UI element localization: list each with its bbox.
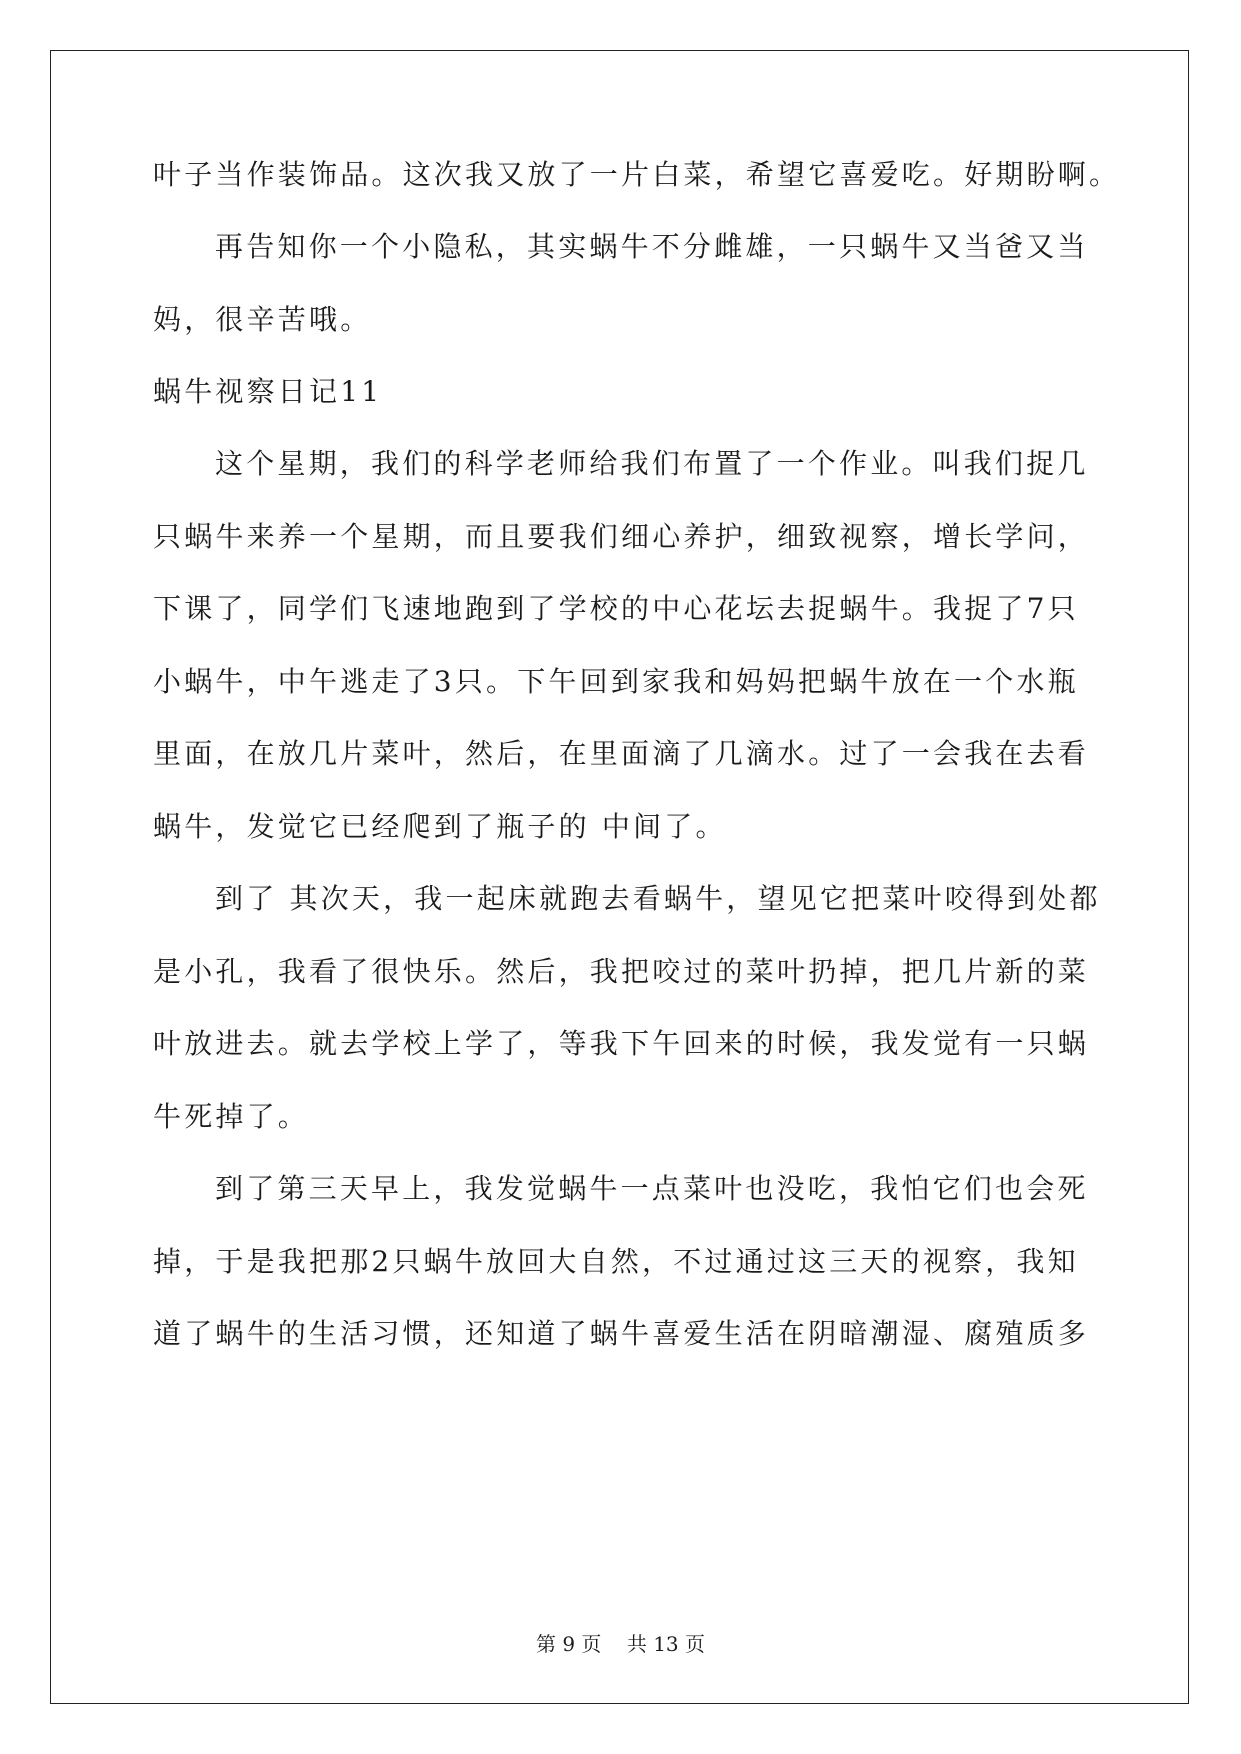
body-line: 下课了，同学们飞速地跑到了学校的中心花坛去捉蜗牛。我捉了7只 bbox=[153, 592, 1079, 625]
body-line: 小蜗牛，中午逃走了3只。下午回到家我和妈妈把蜗牛放在一个水瓶 bbox=[153, 665, 1079, 698]
body-line: 牛死掉了。 bbox=[153, 1100, 310, 1133]
body-line: 蜗牛，发觉它已经爬到了瓶子的 中间了。 bbox=[153, 810, 727, 843]
paragraph-line: 到了第三天早上，我发觉蜗牛一点菜叶也没吃，我怕它们也会死 bbox=[215, 1172, 1089, 1205]
body-line: 妈，很辛苦哦。 bbox=[153, 303, 372, 336]
body-line: 叶子当作装饰品。这次我又放了一片白菜，希望它喜爱吃。好期盼啊。 bbox=[153, 158, 1121, 191]
paragraph-line: 再告知你一个小隐私，其实蜗牛不分雌雄，一只蜗牛又当爸又当 bbox=[215, 230, 1089, 263]
body-line: 只蜗牛来养一个星期，而且要我们细心养护，细致视察，增长学问， bbox=[153, 520, 1090, 553]
body-line: 道了蜗牛的生活习惯，还知道了蜗牛喜爱生活在阴暗潮湿、腐殖质多 bbox=[153, 1317, 1090, 1350]
section-heading: 蜗牛视察日记11 bbox=[153, 375, 383, 408]
body-line: 叶放进去。就去学校上学了，等我下午回来的时候，我发觉有一只蜗 bbox=[153, 1027, 1090, 1060]
body-line: 里面，在放几片菜叶，然后，在里面滴了几滴水。过了一会我在去看 bbox=[153, 737, 1090, 770]
body-line: 掉，于是我把那2只蜗牛放回大自然，不过通过这三天的视察，我知 bbox=[153, 1245, 1079, 1278]
paragraph-line: 这个星期，我们的科学老师给我们布置了一个作业。叫我们捉几 bbox=[215, 447, 1089, 480]
page-footer: 第 9 页 共 13 页 bbox=[535, 1632, 706, 1656]
paragraph-line: 到了 其次天，我一起床就跑去看蜗牛，望见它把菜叶咬得到处都 bbox=[215, 882, 1101, 915]
body-line: 是小孔，我看了很快乐。然后，我把咬过的菜叶扔掉，把几片新的菜 bbox=[153, 955, 1090, 988]
page-frame bbox=[50, 50, 1189, 1704]
